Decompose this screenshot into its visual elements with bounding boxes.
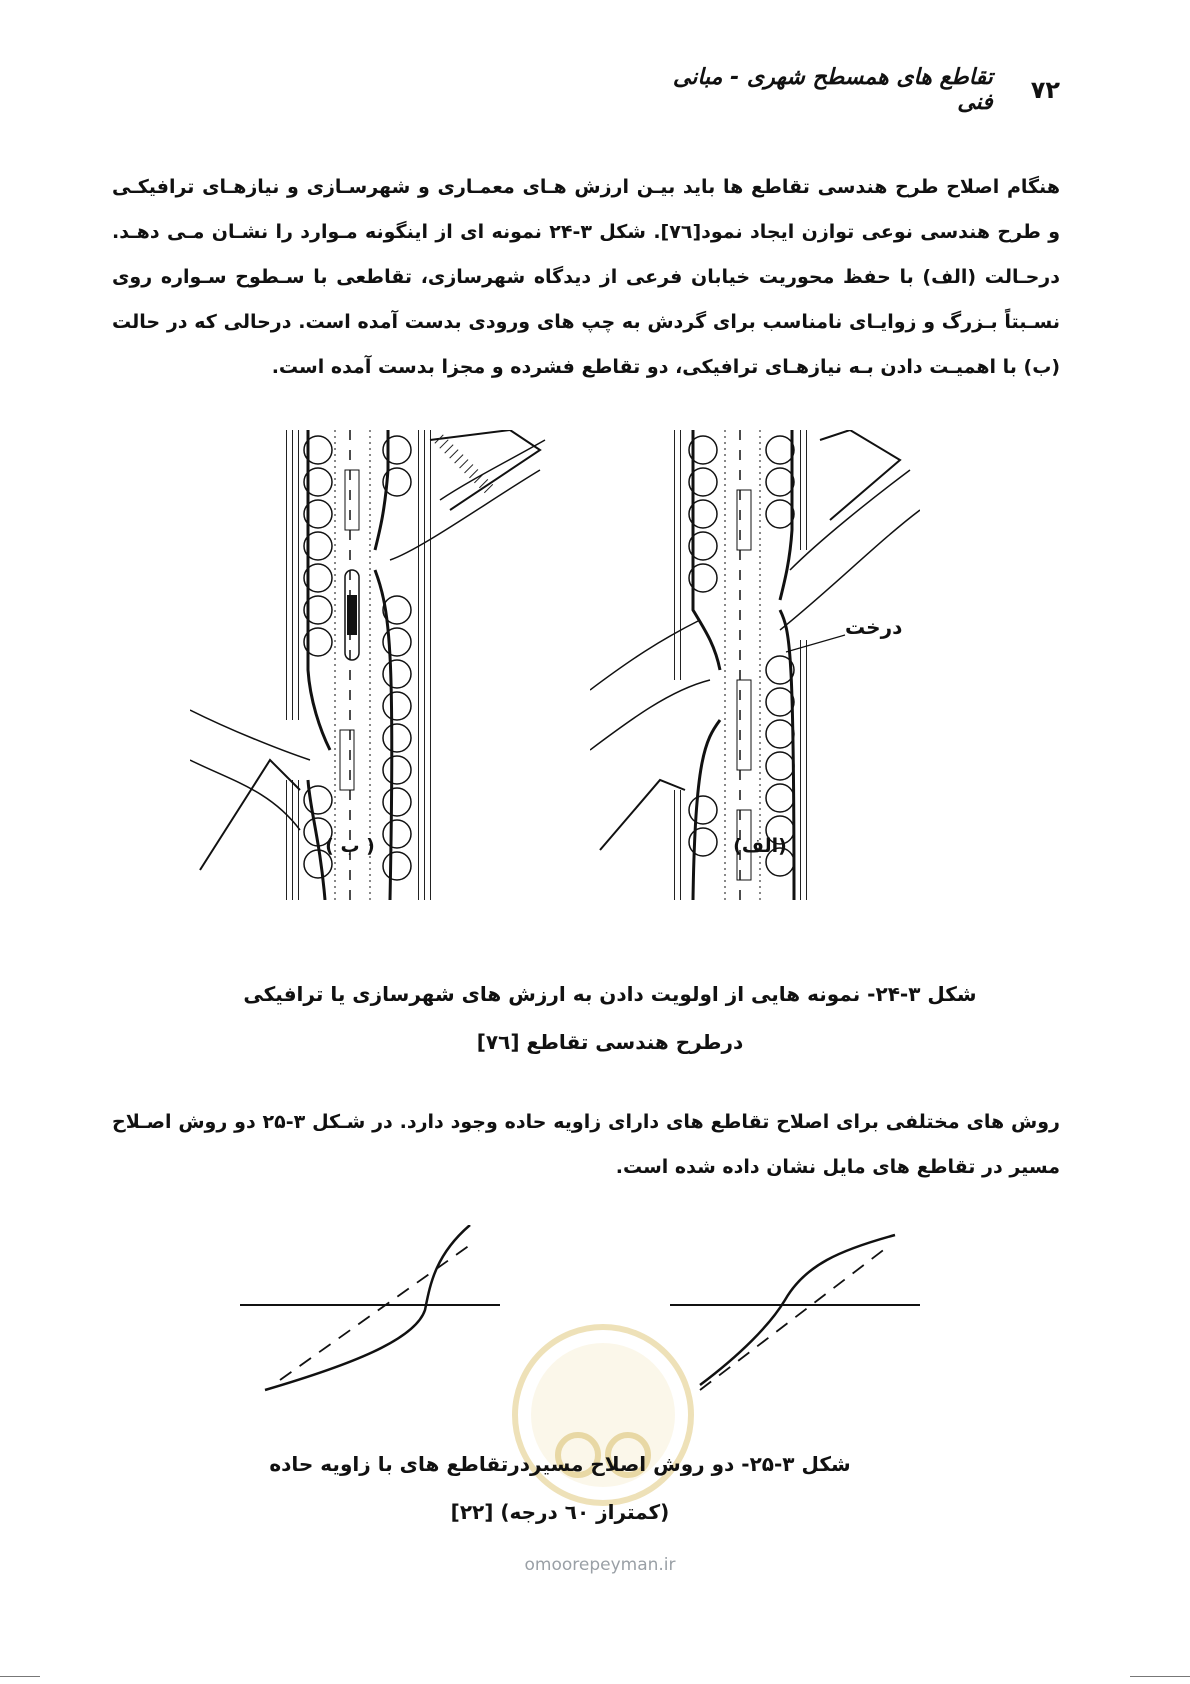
paragraph-2: روش های مختلفی برای اصلاح تقاطع های دارای زاویه حاده وجود دارد. در شـکل ۳-۲۵ دو روش اصـلاح مسیر در تقاطع های مایل نشان داده شده است. bbox=[112, 1111, 1060, 1178]
paragraph-1: هنگام اصلاح طرح هندسی تقاطع ها باید بیـن ارزش هـای معمـاری و شهرسـازی و نیازهـای ترافیکـی و طرح هندسی نوعی توازن ایجاد نمود[۷٦]. شکل ۳-۲۴ نمونه ای از اینگونه مـوارد را نشـان مـی دهـد. درحـالت (الف) با حفظ محوریت خیابان فرعی از دیدگاه شهرسازی، تقاطعی با سـطوح سـواره روی نسـبتاً بـزرگ و زوایـای نامناسب برای گردش به چپ های ورودی بدست آمده است. درحالی که در حالت (ب) با اهمیـت دادن بـه نیازهـای ترافیکی، دو تقاطع فشرده و مجزا بدست آمده است. bbox=[112, 176, 1061, 378]
bottom-rule-right bbox=[1130, 1676, 1190, 1677]
figure-24-panel-b bbox=[190, 430, 550, 900]
figure-25-caption bbox=[260, 1440, 860, 1536]
figure-24-panel-alef bbox=[590, 430, 920, 900]
figure-24-alef-drawing bbox=[590, 430, 920, 900]
figure-24-caption-line2: درطرح هندسی تقاطع [۷٦] bbox=[476, 1030, 744, 1054]
figure-24-caption-line1: شکل ۳-۲۴- نمونه هایی از اولویت دادن به ارزش های شهرسازی یا ترافیکی bbox=[243, 982, 977, 1006]
watermark-site-text: omoorepeyman.ir bbox=[524, 1555, 676, 1575]
figure-25-caption-line2: (کمتراز ٦۰ درجه) [۲۲] bbox=[450, 1500, 670, 1524]
watermark-site bbox=[490, 1555, 710, 1575]
figure-24-b-drawing bbox=[190, 430, 550, 900]
bottom-rule-left bbox=[0, 1676, 40, 1677]
figure-25-caption-line1: شکل ۳-۲۵- دو روش اصلاح مسیردرتقاطع های با زاویه حاده bbox=[269, 1452, 851, 1476]
tree-label: درخت bbox=[845, 615, 903, 639]
figure-24-label-alef: (الف) bbox=[733, 835, 787, 857]
figure-24-label-b: ( ب ) bbox=[325, 835, 375, 857]
page-number: ۷۲ bbox=[1030, 76, 1060, 104]
page-header bbox=[640, 65, 1060, 115]
running-title: تقاطع های همسطح شهری - مبانی فنی bbox=[672, 65, 993, 115]
figure-24-caption bbox=[200, 970, 1020, 1066]
